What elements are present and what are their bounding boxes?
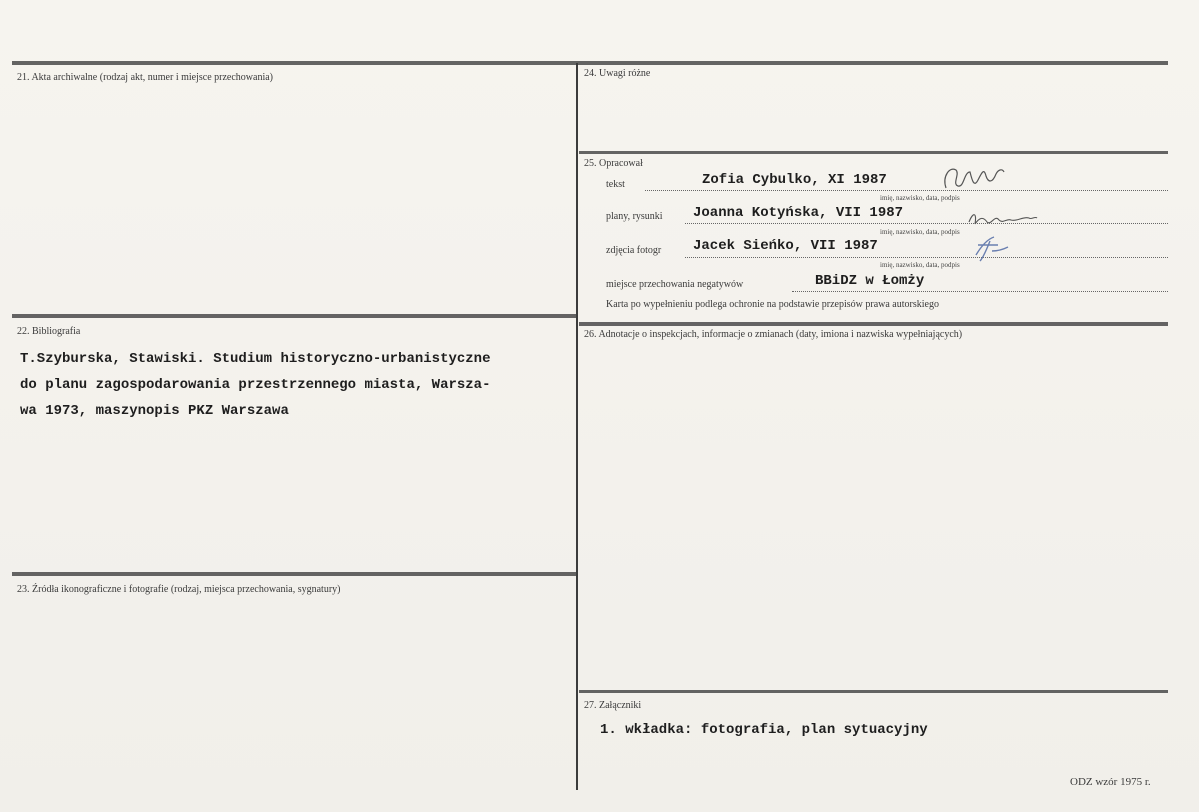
top-rule [12, 61, 1168, 65]
right-rule-26 [579, 322, 1168, 326]
signature-text-author [940, 162, 1010, 194]
right-rule-25 [579, 151, 1168, 154]
section-26-label: 26. Adnotacje o inspekcjach, informacje o zmianach (daty, imiona i nazwiska wypełniających) [584, 329, 963, 340]
bibliography-line-1: T.Szyburska, Stawiski. Studium historyczno-urbanistyczne [20, 351, 491, 367]
negatives-location-label: miejsce przechowania negatywów [606, 279, 744, 290]
text-author-value: Zofia Cybulko, XI 1987 [702, 172, 887, 188]
text-author-hint: imię, nazwisko, data, podpis [880, 194, 960, 202]
plans-author-value: Joanna Kotyńska, VII 1987 [693, 205, 904, 221]
plans-author-hint: imię, nazwisko, data, podpis [880, 228, 960, 236]
photos-author-label: zdjęcia fotogr [606, 245, 662, 256]
attachments-line-1: 1. wkładka: fotografia, plan sytuacyjny [600, 722, 928, 738]
section-22-label: 22. Bibliografia [17, 326, 81, 337]
copyright-notice: Karta po wypełnieniu podlega ochronie na podstawie przepisów prawa autorskiego [606, 299, 939, 310]
photos-author-value: Jacek Sieńko, VII 1987 [693, 238, 878, 254]
negatives-location-value: BBiDZ w Łomży [815, 273, 925, 289]
section-24-label: 24. Uwagi różne [584, 68, 651, 79]
text-author-line [645, 190, 1168, 191]
section-27-label: 27. Załączniki [584, 700, 642, 711]
plans-author-label: plany, rysunki [606, 211, 663, 222]
photos-author-hint: imię, nazwisko, data, podpis [880, 261, 960, 269]
signature-photos-author [968, 233, 1013, 263]
center-divider [576, 63, 578, 790]
left-rule-23 [12, 572, 576, 576]
section-23-label: 23. Źródła ikonograficzne i fotografie (rodzaj, miejsca przechowania, sygnatury) [17, 584, 341, 595]
plans-author-line [685, 223, 1168, 224]
section-25-label: 25. Opracował [584, 158, 643, 169]
form-identifier: ODZ wzór 1975 r. [1070, 776, 1151, 788]
text-author-label: tekst [606, 179, 625, 190]
bibliography-line-3: wa 1973, maszynopis PKZ Warszawa [20, 403, 289, 419]
signature-plans-author [965, 208, 1040, 230]
section-21-label: 21. Akta archiwalne (rodzaj akt, numer i miejsce przechowania) [17, 72, 274, 83]
photos-author-line [685, 257, 1168, 258]
bibliography-line-2: do planu zagospodarowania przestrzennego miasta, Warsza- [20, 377, 491, 393]
right-rule-27 [579, 690, 1168, 693]
negatives-location-line [792, 291, 1168, 292]
left-rule-22 [12, 314, 576, 318]
